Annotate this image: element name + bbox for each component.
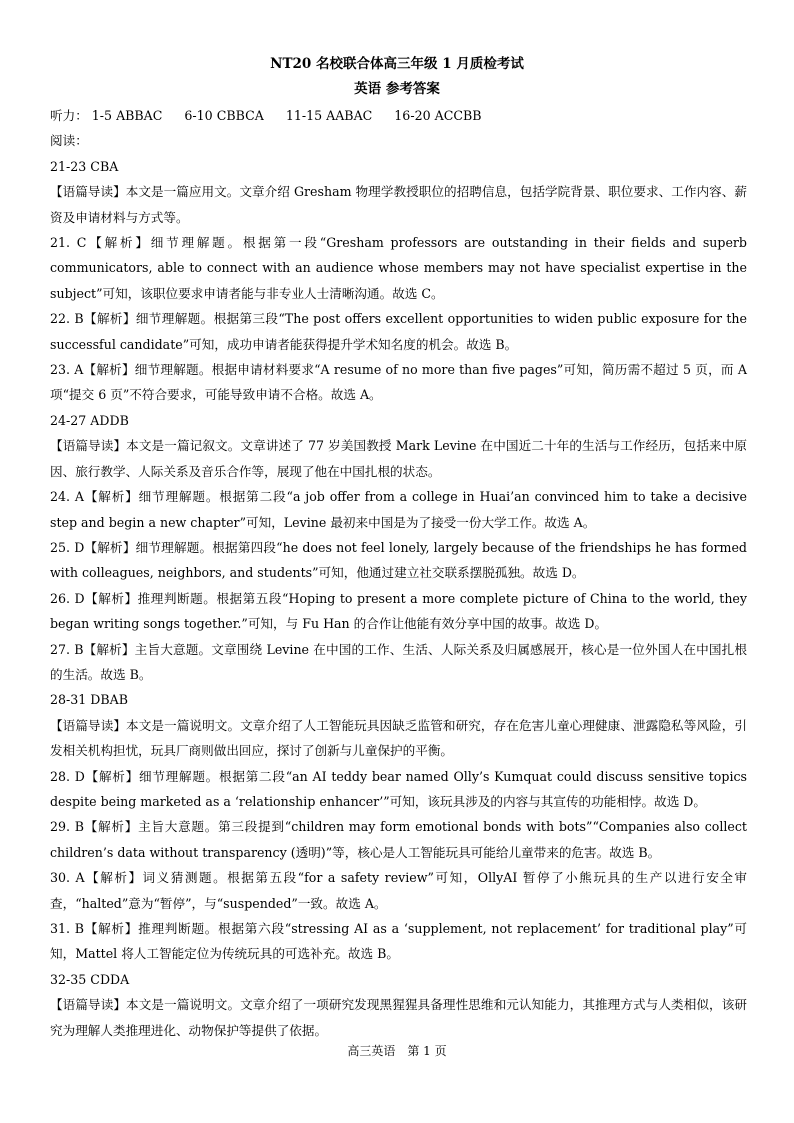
answer-item: 28. D【解析】细节理解题。根据第二段“an AI teddy bear named Olly’s Kumquat could discuss sensitive topics despite being marketed as a ‘relationship enhancer’”可知，该玩具涉及的内容与其宣传的功能相悖。故选 D。 (50, 768, 747, 809)
document-body (50, 103, 747, 1043)
answer-item: 23. A【解析】细节理解题。根据申请材料要求“A resume of no more than five pages”可知，简历需不超过 5 页，而 A 项“提交 6 页”不符合要求，可能导致申请不合格。故选 A。 (50, 362, 747, 403)
listening-label: 听力： (50, 108, 88, 123)
section-range: 32-35 CDDA (50, 971, 130, 987)
answer-item: 31. B【解析】推理判断题。根据第六段“stressing AI as a ‘supplement, not replacement’ for traditional play”可知，Mattel 将人工智能定位为传统玩具的可选补充。故选 B。 (50, 921, 747, 962)
answer-item: 30. A【解析】词义猜测题。根据第五段“for a safety review”可知，OllyAI 暂停了小熊玩具的生产以进行安全审查，“halted”意为“暂停”，与“suspended”一致。故选 A。 (50, 870, 747, 911)
answer-item: 21. C【解析】细节理解题。根据第一段“Gresham professors are outstanding in their fields and superb communicators, able to connect with an audience whose members may not have specialist expertise in the subject”可知，该职位要求申请者能与非专业人士清晰沟通。故选 C。 (50, 235, 747, 301)
answer-item: 29. B【解析】主旨大意题。第三段提到“children may form emotional bonds with bots”“Companies also collect children’s data without transparency (透明)”等，核心是人工智能玩具可能给儿童带来的危害。故选 B。 (50, 819, 747, 860)
page-footer: 高三英语 第 1 页 (347, 1044, 447, 1058)
answer-item: 24. A【解析】细节理解题。根据第二段“a job offer from a college in Huai’an convinced him to take a decisive step and begin a new chapter”可知，Levine 最初来中国是为了接受一份大学工作。故选 A。 (50, 489, 747, 530)
section-range: 21-23 CBA (50, 158, 119, 174)
document-subtitle: 英语 参考答案 (354, 81, 440, 97)
answer-item: 22. B【解析】细节理解题。根据第三段“The post offers excellent opportunities to widen public exposure for the successful candidate”可知，成功申请者能获得提升学术知名度的机会。故选 B。 (50, 311, 747, 352)
section-guide: 【语篇导读】本文是一篇说明文。文章介绍了人工智能玩具因缺乏监管和研究，存在危害儿童心理健康、泄露隐私等风险，引发相关机构担忧，玩具厂商则做出回应，探讨了创新与儿童保护的平衡。 (50, 717, 747, 759)
section-guide: 【语篇导读】本文是一篇说明文。文章介绍了一项研究发现黑猩猩具备理性思维和元认知能力，其推理方式与人类相似，该研究为理解人类推理进化、动物保护等提供了依据。 (50, 997, 747, 1038)
listening-group: 11-15 AABAC (285, 108, 373, 123)
reading-label: 阅读： (50, 133, 88, 149)
answer-item: 26. D【解析】推理判断题。根据第五段“Hoping to present a more complete picture of China to the world, they began writing songs together.”可知，与 Fu Han 的合作让他能有效分享中国的故事。故选 D。 (50, 590, 747, 632)
section-range: 28-31 DBAB (50, 692, 129, 708)
section-guide: 【语篇导读】本文是一篇记叙文。文章讲述了 77 岁美国教授 Mark Levine 在中国近二十年的生活与工作经历，包括来中原因、旅行教学、人际关系及音乐合作等，展现了他在中国扎根的状态。 (50, 438, 747, 479)
listening-group: 1-5 ABBAC (91, 108, 163, 123)
listening-group: 6-10 CBBCA (184, 108, 264, 123)
answer-item: 25. D【解析】细节理解题。根据第四段“he does not feel lonely, largely because of the friendships he has formed with colleagues, neighbors, and students”可知，他通过建立社交联系摆脱孤独。故选 D。 (50, 539, 747, 581)
section-guide: 【语篇导读】本文是一篇应用文。文章介绍 Gresham 物理学教授职位的招聘信息，包括学院背景、职位要求、工作内容、薪资及申请材料与方式等。 (50, 184, 747, 225)
listening-answers (50, 103, 747, 128)
section-range: 24-27 ADDB (50, 412, 129, 428)
listening-group: 16-20 ACCBB (394, 108, 482, 123)
document-title: NT20 名校联合体高三年级 1 月质检考试 (270, 56, 524, 72)
answer-item: 27. B【解析】主旨大意题。文章围绕 Levine 在中国的工作、生活、人际关系及归属感展开，核心是一位外国人在中国扎根的生活。故选 B。 (50, 641, 747, 682)
